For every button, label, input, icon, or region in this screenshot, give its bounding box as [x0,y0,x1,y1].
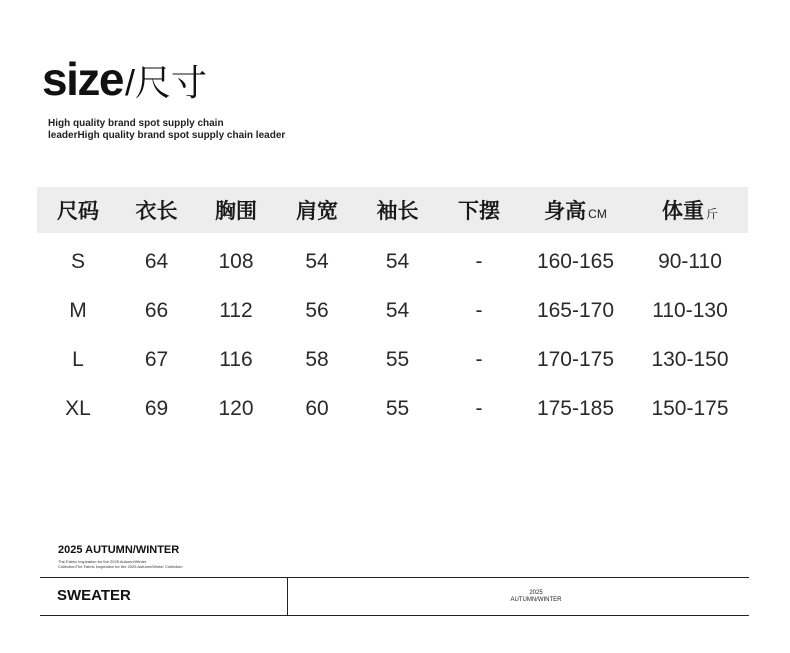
cell-height: 170-175 [536,347,615,371]
product-label: SWEATER [57,587,131,604]
cell-shoulder: 60 [305,396,329,420]
footer-right-cell [288,590,784,604]
cell-length: 64 [144,249,169,273]
header-chest: 胸围 [215,200,257,223]
cell-shoulder: 56 [305,298,329,322]
cell-hem: - [475,347,483,371]
cell-size: M [69,298,87,322]
fine-print-line-2: CollectionThe Fabric inspiration for the 2025 Autumn/Winter Collection [58,564,183,569]
title-separator: / [124,62,135,103]
size-table [37,187,748,433]
cell-height: 165-170 [536,298,615,322]
cell-hem: - [475,396,483,420]
cell-sleeve: 54 [385,298,410,322]
cell-hem: - [475,249,483,273]
header-sleeve: 袖长 [376,200,419,223]
cell-chest: 112 [219,298,253,322]
title-chinese: 尺寸 [134,62,207,103]
cell-length: 67 [144,347,169,371]
footer-year: 2025 [529,590,543,596]
table-row [37,286,748,335]
header-weight-unit: 斤 [705,207,718,221]
cell-chest: 120 [218,396,254,420]
fine-print [58,559,183,569]
cell-sleeve: 55 [385,396,410,420]
header-shoulder: 肩宽 [296,200,338,223]
title-main: size [42,53,123,105]
cell-hem: - [475,298,483,322]
cell-shoulder: 54 [305,249,329,273]
table-header-row [37,187,748,233]
cell-size: L [72,347,84,371]
page-title [42,53,207,105]
header-height-unit: CM [588,207,607,221]
header-length: 衣长 [135,200,178,223]
fine-print-line-1: The Fabric inspiration for the 2025 Autumn/Winter [58,559,147,564]
tagline-line-2: leaderHigh quality brand spot supply chain leader [48,129,286,141]
footer-top-rule [40,577,749,578]
season-label: 2025 AUTUMN/WINTER [58,544,180,556]
cell-size: XL [65,396,91,420]
header-height: 身高 CM [544,200,607,223]
cell-height: 160-165 [536,249,615,273]
cell-weight: 110-130 [652,298,728,322]
footer-bottom-rule [40,615,749,616]
table-row [37,335,748,384]
footer-season: AUTUMN/WINTER [510,597,562,603]
header-weight: 体重 斤 [661,200,718,223]
cell-sleeve: 54 [385,249,410,273]
cell-chest: 108 [218,249,254,273]
table-row [37,384,748,433]
cell-length: 69 [144,396,169,420]
cell-length: 66 [144,298,169,322]
header-size: 尺码 [57,200,99,223]
table-row [37,233,748,286]
cell-height: 175-185 [536,396,615,420]
cell-sleeve: 55 [385,347,410,371]
tagline [48,118,285,141]
cell-weight: 150-175 [651,396,729,420]
tagline-line-1: High quality brand spot supply chain [48,118,224,129]
cell-weight: 130-150 [651,347,729,371]
cell-weight: 90-110 [658,249,722,273]
header-hem: 下摆 [458,200,500,223]
cell-chest: 116 [219,347,253,371]
cell-shoulder: 58 [305,347,329,371]
cell-size: S [70,249,85,273]
